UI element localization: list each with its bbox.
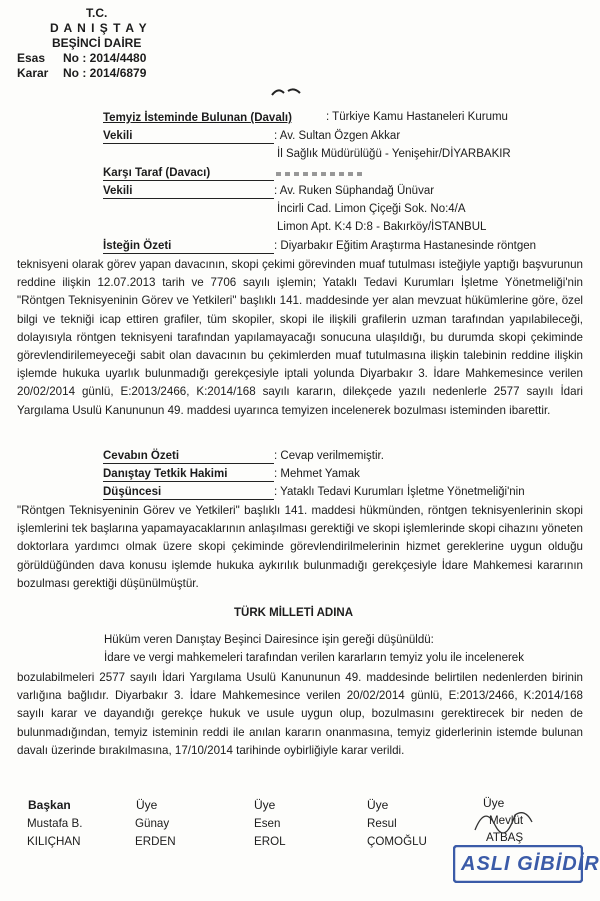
- decision-title: TÜRK MİLLETİ ADINA: [234, 607, 354, 619]
- opinion-text: "Röntgen Teknisyeninin Görev ve Yetkileri" başlıklı 141. maddesi hükmünden, röntgen teknisyenlerinin skopi işlemlerini tek başlarına yapamayacaklarının anlaşılması gerektiği ve skopi işlemlerinde skopi cihazını yöneten doktorlara yardımcı olmak üzere skopi çekiminde görevlendirilmelerinin hizmet gereklerine uygun olduğu görüldüğünden dava konusu işlemde hukuka aykırılık bulunmadığı gerekçesiyle İdare Mahkemesi kararının bozulması gerektiği düşünülmüştür.: [17, 504, 583, 590]
- handwritten-signature: [470, 800, 540, 840]
- signature-last-name: KILIÇHAN: [27, 835, 81, 848]
- respondent-label: Karşı Taraf (Davacı): [103, 167, 211, 179]
- underline: [103, 198, 274, 199]
- judge-label: Danıştay Tetkik Hakimi: [103, 468, 228, 480]
- handwritten-mark: [270, 85, 302, 99]
- appellant-label: Temyiz İsteminde Bulunan (Davalı): [103, 112, 292, 124]
- signature-first-name: Esen: [254, 817, 281, 830]
- respondent-counsel-name: : Av. Ruken Süphandağ Ünüvar: [274, 185, 435, 197]
- opinion-first-line: : Yataklı Tedavi Kurumları İşletme Yönetmeliği'nin: [274, 486, 525, 498]
- respondent-counsel-address-2: Limon Apt. K:4 D:8 - Bakırköy/İSTANBUL: [277, 221, 487, 233]
- summary-label: İsteğin Özeti: [103, 240, 172, 252]
- appellant-counsel-label: Vekili: [103, 130, 133, 142]
- signature-first-name: Mustafa B.: [27, 817, 83, 830]
- signature-last-name: ÇOMOĞLU: [367, 835, 427, 848]
- appellant-counsel-address: İl Sağlık Müdürülüğü - Yenişehir/DİYARBAKIR: [277, 148, 511, 160]
- answer-value: : Cevap verilmemiştir.: [274, 450, 384, 462]
- esas-number: No : 2014/4480: [63, 51, 147, 65]
- signature-role: Üye: [254, 798, 276, 812]
- signature-role: Başkan: [28, 798, 71, 812]
- summary-text: teknisyeni olarak görev yapan davacının, skopi çekimi görevinden muaf tutulması isteğiyle yaptığı başvurunun reddine ilişkin 12.07.2013 tarih ve 7706 sayılı işlemin; Yataklı Tedavi Kurumları İşletme Yönetmeliği'nin "Röntgen Teknisyeninin Görev ve Yetkileri" başlıklı 141. maddesinde yer alan mevzuat hükümlerine göre, özel bilgi ve tekniği icap ettiren grafiler, tüm skopiler, skopi ile ilişkili grafilerin uzman tarafından yapılabileceği, dolayısıyla röntgen teknisyeni tarafından yapılamayacağı sonucuna ulaşıldığı, bu durumda skopi çekiminde görevlendirilemeyeceği sabit olan davacının bu çekimlerden muaf tutulmasına ilişkin talebinin reddine ilişkin işlemde hukuka uyarlık bulunmadığı gerekçesiyle iptali yolunda Diyarbakır 3. İdare Mahkemesince verilen 20/02/2014 günlü, E:2013/2466, K:2014/168 sayılı kararın, dilekçede yazılı nedenlerle 2577 sayılı İdari Yargılama Usulü Kanununun 49. maddesi uyarınca temyizen incelenerek bozulması isteminden ibarettir.: [17, 258, 583, 417]
- redacted-mark: [276, 172, 366, 176]
- summary-first-line: : Diyarbakır Eğitim Araştırma Hastanesinde röntgen: [274, 240, 537, 252]
- karar-label: Karar: [17, 66, 49, 80]
- underline: [103, 463, 274, 464]
- underline: [103, 499, 274, 500]
- stamp-text: ASLI GİBİDİR: [461, 853, 600, 875]
- signature-role: Üye: [136, 798, 158, 812]
- signature-last-name: EROL: [254, 835, 286, 848]
- respondent-counsel-label: Vekili: [103, 185, 133, 197]
- decision-text: bozulabilmeleri 2577 sayılı İdari Yargılama Usulü Kanununun 49. maddesinde belirtilen nedenlerden birinin varlığına bağlıdır. Diyarbakır 3. İdare Mahkemesince verilen 20/02/2014 günlü, E:2013/2466, K:2014/168 sayılı karar ve dayandığı gerekçe hukuk ve usule uygun olup, bozulmasını gerektirecek bir neden de bulunmadığından, temyiz isteminin reddi ile anılan kararın onanmasına, temyiz giderlerinin istemde bulunan davalı üzerinde bırakılmasına, 17/10/2014 tarihinde oybirliğiyle karar verildi.: [17, 671, 583, 757]
- underline: [103, 180, 274, 181]
- signature-role: Üye: [367, 798, 389, 812]
- opinion-label: Düşüncesi: [103, 486, 162, 498]
- court-name: D A N I Ş T A Y: [50, 21, 148, 35]
- signature-first-name: Resul: [367, 817, 397, 830]
- appellant-value: : Türkiye Kamu Hastaneleri Kurumu: [326, 111, 508, 123]
- underline: [103, 143, 274, 144]
- esas-label: Esas: [17, 51, 46, 65]
- karar-number: No : 2014/6879: [63, 66, 147, 80]
- signature-role: Üye: [483, 796, 505, 810]
- decision-intro: Hüküm veren Danıştay Beşinci Dairesince işin gereği düşünüldü:: [104, 634, 434, 646]
- tc-label: T.C.: [86, 6, 108, 20]
- respondent-counsel-address-1: İncirli Cad. Limon Çiçeği Sok. No:4/A: [277, 203, 466, 215]
- underline: [103, 481, 274, 482]
- chamber-name: BEŞİNCİ DAİRE: [52, 36, 142, 50]
- appellant-counsel-name: : Av. Sultan Özgen Akkar: [274, 130, 401, 142]
- signature-first-name: Mevlüt: [489, 814, 524, 827]
- signature-last-name: ERDEN: [135, 835, 176, 848]
- answer-label: Cevabın Özeti: [103, 450, 180, 462]
- signature-last-name: ATBAŞ: [486, 831, 524, 844]
- underline: [103, 253, 274, 254]
- decision-first-line: İdare ve vergi mahkemeleri tarafından verilen kararların temyiz yolu ile incelenerek: [104, 652, 524, 664]
- judge-value: : Mehmet Yamak: [274, 468, 360, 480]
- signature-first-name: Günay: [135, 817, 170, 830]
